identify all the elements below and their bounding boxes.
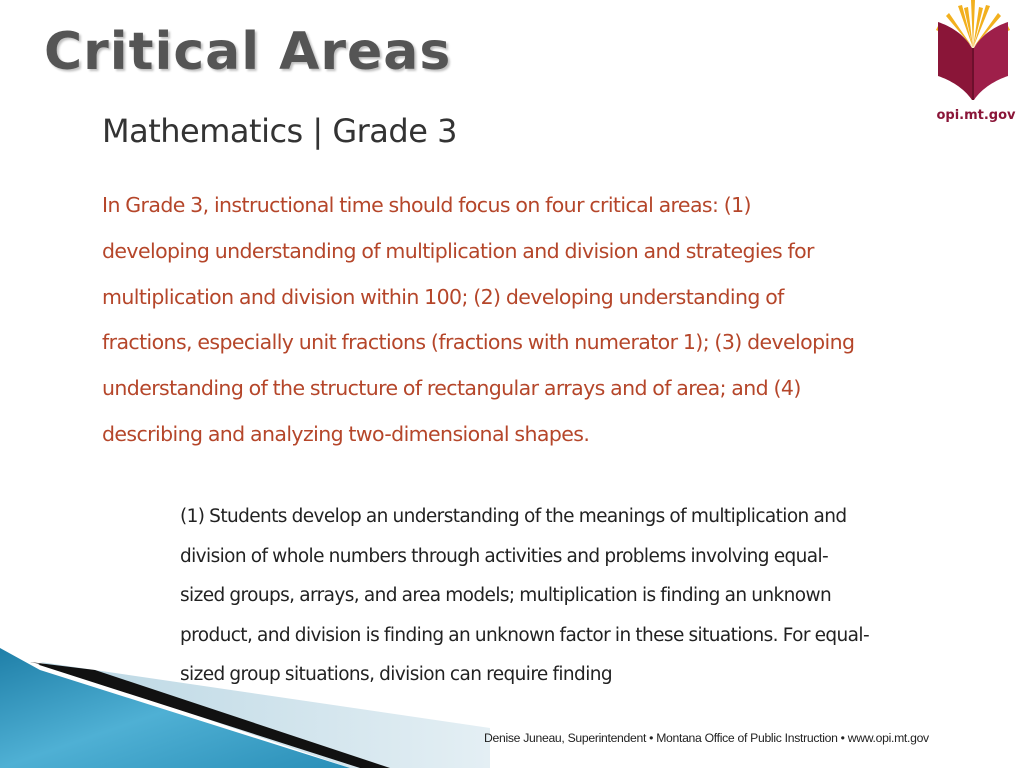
- footer-credit: Denise Juneau, Superintendent • Montana Office of Public Instruction • www.opi.mt.gov: [484, 731, 929, 745]
- intro-paragraph: In Grade 3, instructional time should focus on four critical areas: (1) developing understanding of multiplication and division and strategies for multiplication and division within 100; (2) developing understanding of fractions, especially unit fractions (fractions with numerator 1); (3) developing understanding of the structure of rectangular arrays and of area; and (4) describing and analyzing two-dimensional shapes.: [102, 193, 855, 446]
- slide-title: Critical Areas: [44, 22, 452, 82]
- excerpt-paragraph: (1) Students develop an understanding of the meanings of multiplication and division of whole numbers through activities and problems involving equal-sized groups, arrays, and area models; multiplication is finding an unknown product, and division is finding an unknown factor in these situations. For equal-sized group situations, division can require finding: [180, 506, 870, 685]
- decorative-swoosh: [0, 640, 490, 768]
- opi-logo-icon: [928, 0, 1018, 110]
- logo-text: opi.mt.gov: [936, 108, 1016, 123]
- subject-heading: Mathematics | Grade 3: [102, 112, 457, 150]
